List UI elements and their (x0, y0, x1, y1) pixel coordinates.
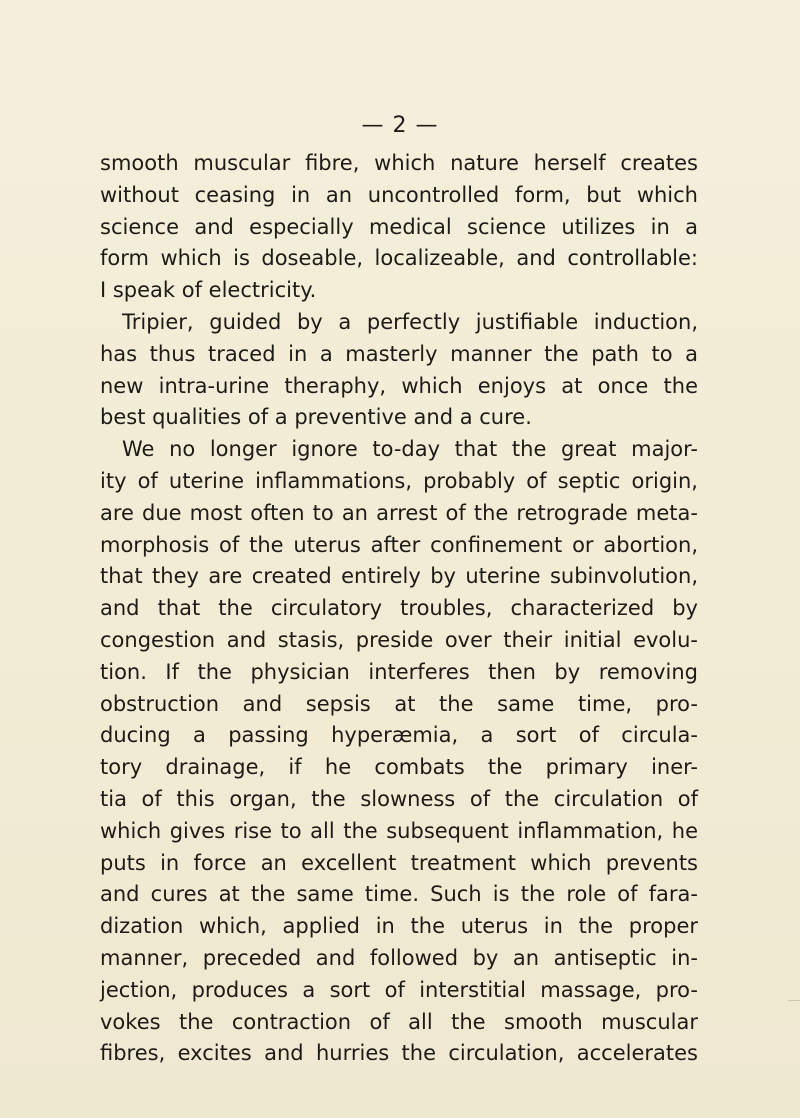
text-line: fibres, excites and hurries the circulation, accelerates (100, 1041, 698, 1066)
text-line: congestion and stasis, preside over their initial evolu- (100, 627, 698, 652)
text-line: obstruction and sepsis at the same time, pro- (100, 691, 698, 716)
text-line: We no longer ignore to-day that the great major- (122, 437, 698, 462)
text-line: jection, produces a sort of interstitial massage, pro- (100, 977, 698, 1002)
text-line: and cures at the same time. Such is the role of fara- (100, 882, 698, 907)
text-line: new intra-urine theraphy, which enjoys at once the (100, 373, 698, 398)
text-line: that they are created entirely by uterine subinvolution, (100, 564, 698, 589)
text-line: puts in force an excellent treatment which prevents (100, 850, 698, 875)
text-line: without ceasing in an uncontrolled form, but which (100, 182, 698, 207)
text-line: dization which, applied in the uterus in the proper (100, 914, 698, 939)
text-line: I speak of electricity. (100, 278, 317, 303)
text-line: tory drainage, if he combats the primary iner- (100, 755, 698, 780)
text-line: manner, preceded and followed by an antiseptic in- (100, 945, 698, 970)
text-line: form which is doseable, localizeable, and controllable: (100, 246, 698, 271)
body-text (100, 148, 698, 1070)
text-line: ity of uterine inflammations, probably of septic origin, (100, 468, 698, 493)
text-line: tion. If the physician interferes then by removing (100, 659, 698, 684)
text-line: Tripier, guided by a perfectly justifiable induction, (122, 309, 698, 334)
text-line: which gives rise to all the subsequent inflammation, he (100, 818, 698, 843)
text-line: ducing a passing hyperæmia, a sort of circula- (100, 723, 698, 748)
text-line: tia of this organ, the slowness of the circulation of (100, 786, 698, 811)
page-number: — 2 — (361, 113, 439, 138)
text-line: morphosis of the uterus after confinement or abortion, (100, 532, 698, 557)
text-line: science and especially medical science utilizes in a (100, 214, 698, 239)
text-line: are due most often to an arrest of the retrograde meta- (100, 500, 698, 525)
text-line: smooth muscular fibre, which nature herself creates (100, 151, 698, 175)
text-line: best qualities of a preventive and a cure. (100, 405, 532, 430)
text-line: and that the circulatory troubles, characterized by (100, 596, 698, 621)
text-line: vokes the contraction of all the smooth muscular (100, 1009, 698, 1034)
text-line: has thus traced in a masterly manner the path to a (100, 341, 698, 366)
page-edge-mark (788, 1000, 800, 1001)
